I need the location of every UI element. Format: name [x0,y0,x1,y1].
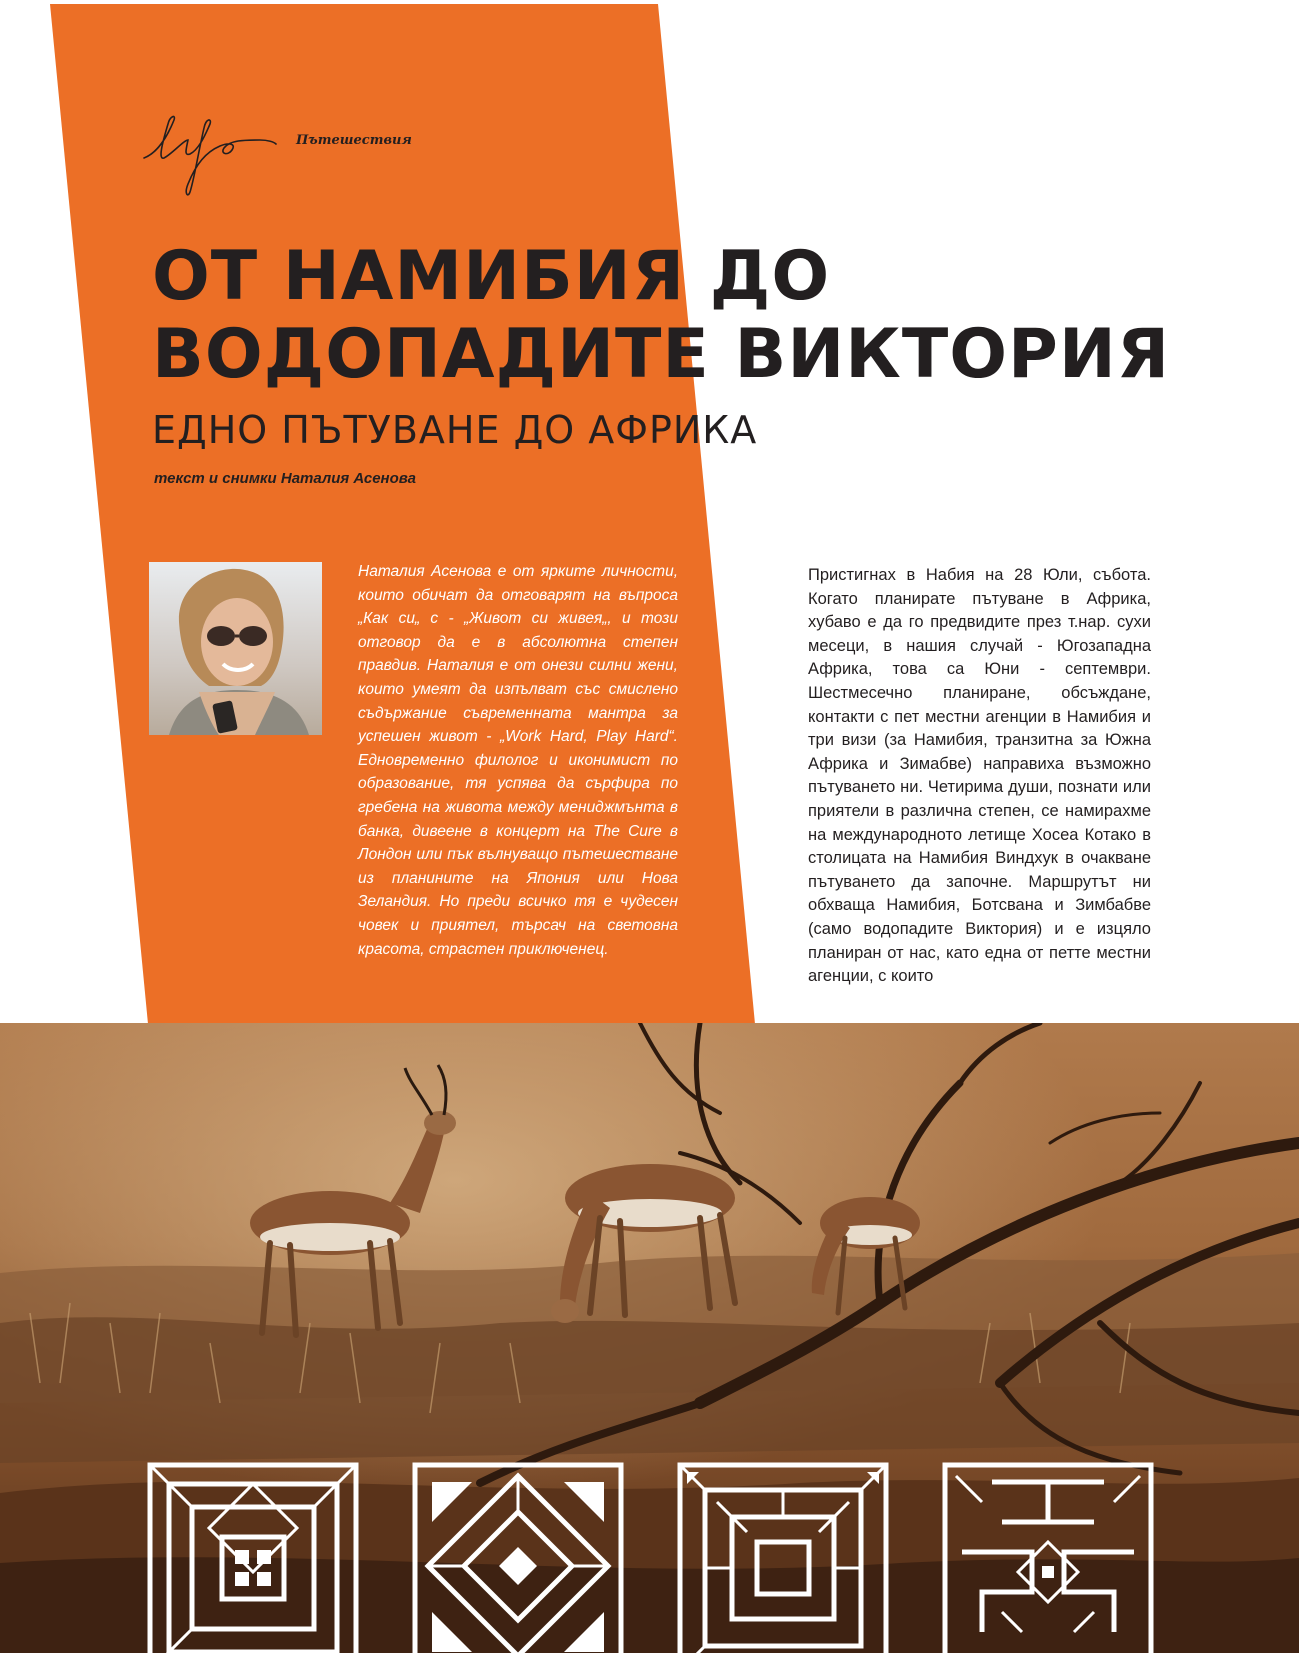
tribal-motif-4 [942,1462,1154,1653]
tribal-motif-2 [412,1462,624,1653]
title-line-1: ОТ НАМИБИЯ ДО [152,237,831,316]
article-title [152,238,1170,394]
article-byline: текст и снимки Наталия Асенова [154,470,416,487]
article-subtitle: ЕДНО ПЪТУВАНЕ ДО АФРИКА [152,408,758,452]
author-photo [149,562,322,735]
life-logo [140,110,290,200]
tribal-motif-3 [677,1462,889,1653]
article-body: Пристигнах в Набия на 28 Юли, събота. Когато планирате пътуване в Африка, хубаво е да го предвидите през т.нар. сухи месеци, в нашия случай - Югозападна Африка, това са Юни - септември. Шестмесечно планиране, обсъждане, контакти с пет местни агенции в Намибия и три визи (за Намибия, транзитна за Южна Африка и Зимабве) направиха възможно пътуването ни. Четирима души, познати или приятели в различна степен, се намирахме на международното летище Хосеа Котако в столицата на Намибия Виндхук в очакване пътуването да започне. Маршрутът ни обхваща Намибия, Ботсвана и Зимбабве (само водопадите Виктория) и е изцяло планиран от нас, като една от петте местни агенции, с които [808,566,1151,986]
section-label: Пътешествия [296,133,412,148]
tribal-motif-1 [147,1462,359,1653]
title-line-2: ВОДОПАДИТЕ ВИКТОРИЯ [152,315,1171,394]
author-bio: Наталия Асенова е от ярките личности, които обичат да отговарят на въпроса „Как си„ с - „Живот си живея„, и този отговор да е в абсолютна степен правдив. Наталия е от онези силни жени, които умеят да изпълват със смислено съдържание съвременната мантра за успешен живот - „Work Hard, Play Hard“. Едновременно филолог и иконимист по образование, тя успява да сърфира по гребена на живота между мениджмънта в банка, дивеене в концерт на The Cure в Лондон или пък вълнуващо пътешестване из планините на Япония или Нова Зеландия. Но преди всичко тя е чудесен човек и приятел, търсач на световна красота, страстен приключенец. [358,563,678,958]
